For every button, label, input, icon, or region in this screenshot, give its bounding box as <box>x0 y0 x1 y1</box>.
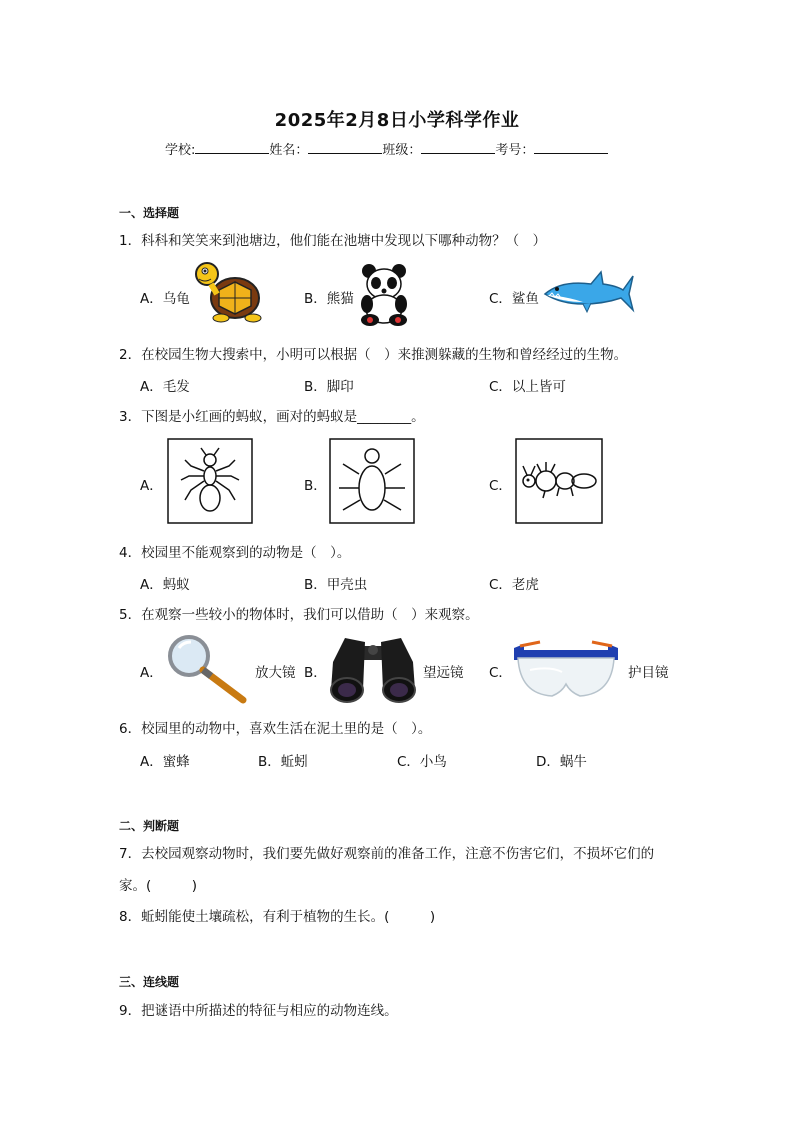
goggles-image <box>510 636 622 704</box>
q5-option-b-label: 望远镜 <box>423 665 464 681</box>
q6-option-b[interactable]: B．蚯蚓 <box>258 754 308 770</box>
ant-drawing-c <box>515 438 603 524</box>
class-blank[interactable] <box>421 141 495 154</box>
q2-option-b[interactable]: B．脚印 <box>304 379 354 395</box>
ant-drawing-a <box>167 438 253 524</box>
magnifier-image <box>165 634 247 704</box>
info-line <box>165 139 608 158</box>
turtle-image <box>193 260 265 326</box>
q3-option-c[interactable]: C． <box>489 478 512 494</box>
q1-option-c[interactable]: C．鲨鱼 <box>489 291 539 307</box>
exam-no-label: 考号： <box>495 143 535 158</box>
q1-option-b[interactable]: B．熊猫 <box>304 291 354 307</box>
name-blank[interactable] <box>308 141 382 154</box>
q4-option-c[interactable]: C．老虎 <box>489 577 539 593</box>
q3-option-b[interactable]: B． <box>304 478 327 494</box>
question-3-text: 3．下图是小红画的蚂蚁，画对的蚂蚁是________。 <box>119 409 425 425</box>
q4-option-b[interactable]: B．甲壳虫 <box>304 577 368 593</box>
question-4-text: 4．校园里不能观察到的动物是（ ）。 <box>119 545 351 561</box>
q1-option-a[interactable]: A．乌龟 <box>140 291 190 307</box>
q5-option-a[interactable]: A． <box>140 665 163 681</box>
q6-option-c[interactable]: C．小鸟 <box>397 754 447 770</box>
shark-image <box>543 270 635 314</box>
q5-option-a-label: 放大镜 <box>255 665 296 681</box>
school-blank[interactable] <box>195 141 269 154</box>
binoculars-image <box>327 632 419 704</box>
school-label: 学校: <box>165 143 196 158</box>
class-label: 班级： <box>382 143 422 158</box>
section-judge-heading: 二、判断题 <box>119 819 180 833</box>
exam-no-blank[interactable] <box>534 141 608 154</box>
panda-image <box>356 262 412 326</box>
q5-option-b[interactable]: B． <box>304 665 327 681</box>
q2-option-c[interactable]: C．以上皆可 <box>489 379 566 395</box>
q6-option-a[interactable]: A．蜜蜂 <box>140 754 190 770</box>
question-6-text: 6．校园里的动物中，喜欢生活在泥土里的是（ ）。 <box>119 721 432 737</box>
name-label: 姓名： <box>269 143 309 158</box>
q5-option-c[interactable]: C． <box>489 665 512 681</box>
question-8-text: 8．蚯蚓能使土壤疏松，有利于植物的生长。( ) <box>119 909 436 925</box>
q5-option-c-label: 护目镜 <box>628 665 669 681</box>
question-1-text: 1．科科和笑笑来到池塘边，他们能在池塘中发现以下哪种动物？（ ） <box>119 233 547 249</box>
question-9-text: 9．把谜语中所描述的特征与相应的动物连线。 <box>119 1003 398 1019</box>
q4-option-a[interactable]: A．蚂蚁 <box>140 577 190 593</box>
page-title: 2025年2月8日小学科学作业 <box>274 110 520 131</box>
section-choice-heading: 一、选择题 <box>119 206 180 220</box>
ant-drawing-b <box>329 438 415 524</box>
q6-option-d[interactable]: D．蜗牛 <box>536 754 587 770</box>
question-2-text: 2．在校园生物大搜索中，小明可以根据（ ）来推测躲藏的生物和曾经经过的生物。 <box>119 347 628 363</box>
question-7-text-line1: 7．去校园观察动物时，我们要先做好观察前的准备工作，注意不伤害它们，不损坏它们的 <box>119 846 655 862</box>
question-7-text-line2: 家。( ) <box>119 878 198 894</box>
section-match-heading: 三、连线题 <box>119 975 180 989</box>
q3-option-a[interactable]: A． <box>140 478 163 494</box>
question-5-text: 5．在观察一些较小的物体时，我们可以借助（ ）来观察。 <box>119 607 479 623</box>
q2-option-a[interactable]: A．毛发 <box>140 379 190 395</box>
